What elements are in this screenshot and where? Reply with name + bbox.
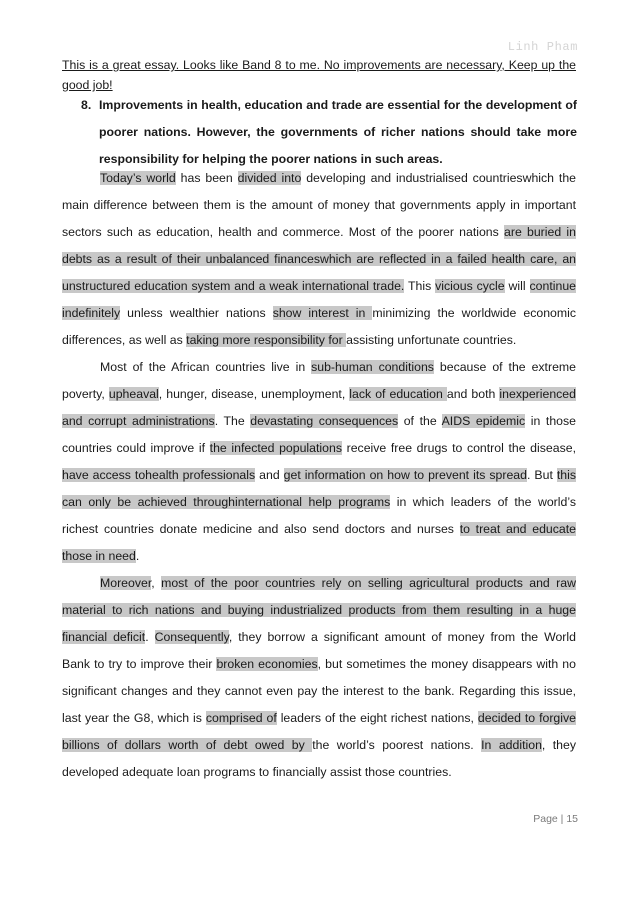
body-text: , hunger, disease, unemployment, [158,387,350,401]
question-text: Improvements in health, education and trade are essential for the development of poorer nations. However, the governments of richer nations should take more responsibility for helping the poorer nations in such areas. [99,98,577,166]
highlighted-phrase: Today’s world [100,171,176,185]
body-text: . The [214,414,251,428]
body-text: and both [446,387,500,401]
highlighted-phrase: broken economies [216,657,318,671]
highlighted-phrase: vicious cycle [435,279,505,293]
body-text: will [504,279,530,293]
highlighted-phrase: In addition [481,738,542,752]
body-text: , they developed adequate loan programs to financially assist those countries. [62,738,576,779]
highlighted-phrase: upheaval [108,387,159,401]
body-text: because of the extreme poverty, [62,360,576,401]
highlighted-phrase: devastating consequences [250,414,399,428]
highlighted-phrase: show interest in [272,306,373,320]
highlighted-phrase: inexperienced and corrupt administrations [62,387,576,428]
body-text: minimizing the worldwide economic differences, as well as [62,306,576,347]
body-text: of the [398,414,442,428]
highlighted-phrase: most of the poor countries rely on selling agricultural products and raw material to rich nations and buying industrialized products from them resulting in a huge financial deficit [62,576,576,644]
highlighted-phrase: decided to forgive billions of dollars worth of debt owed by [62,711,576,752]
essay-body [62,165,576,786]
highlighted-phrase: the infected populations [209,441,342,455]
body-text: , but sometimes the money disappears with no significant changes and they cannot even pay the interest to the bank. Regarding this issue, last year the G8, which is [62,657,576,725]
highlighted-phrase: continue indefinitely [62,279,576,320]
teacher-comment: This is a great essay. Looks like Band 8 to me. No improvements are necessary, Keep up the good job! [62,58,576,92]
body-text: leaders of the eight richest nations, [276,711,478,725]
essay-paragraph [62,165,576,354]
highlighted-phrase: lack of education [349,387,447,401]
page-number: Page | 15 [533,813,578,825]
highlighted-phrase: taking more responsibility for [186,333,347,347]
highlighted-phrase: have access tohealth professionals [62,468,256,482]
highlighted-phrase: Consequently [154,630,229,644]
highlighted-phrase: get information on how to prevent its spread [283,468,527,482]
highlighted-phrase: divided into [237,171,302,185]
question-number: 8. [81,98,92,112]
highlighted-phrase: are buried in debts as a result of their unbalanced financeswhich are reflected in a failed health care, an unstructured education system and a weak international trade. [62,225,576,293]
highlighted-phrase: to treat and educate those in need [62,522,577,563]
body-text: This [404,279,436,293]
body-text: , they borrow a significant amount of money from the World Bank to try to improve their [62,630,576,671]
body-text: and [255,468,284,482]
highlighted-phrase: AIDS epidemic [441,414,526,428]
body-text: . But [526,468,557,482]
body-text: has been [175,171,238,185]
essay-paragraph [62,570,576,786]
body-text: . [135,549,140,563]
highlighted-phrase: Moreover [100,576,152,590]
highlighted-phrase: sub-human conditions [311,360,434,374]
essay-paragraph [62,354,576,570]
highlighted-phrase: this can only be achieved throughinternational help programs [62,468,576,509]
body-text: receive free drugs to control the disease, [341,441,576,455]
body-text: . [145,630,155,644]
body-text: Most of the African countries live in [100,360,312,374]
essay-question [81,92,577,173]
body-text: in those countries could improve if [62,414,576,455]
body-text: , [151,576,162,590]
body-text: in which leaders of the world’s richest countries donate medicine and also send doctors and nurses [62,495,576,536]
body-text: unless wealthier nations [120,306,273,320]
body-text: the world’s poorest nations. [312,738,482,752]
highlighted-phrase: comprised of [205,711,277,725]
body-text: assisting unfortunate countries. [346,333,517,347]
body-text: developing and industrialised countrieswhich the main difference between them is the amount of money that governments apply in important sectors such as education, health and commerce. Most of the poorer nations [62,171,576,239]
header-author-name: Linh Pham [507,40,578,54]
